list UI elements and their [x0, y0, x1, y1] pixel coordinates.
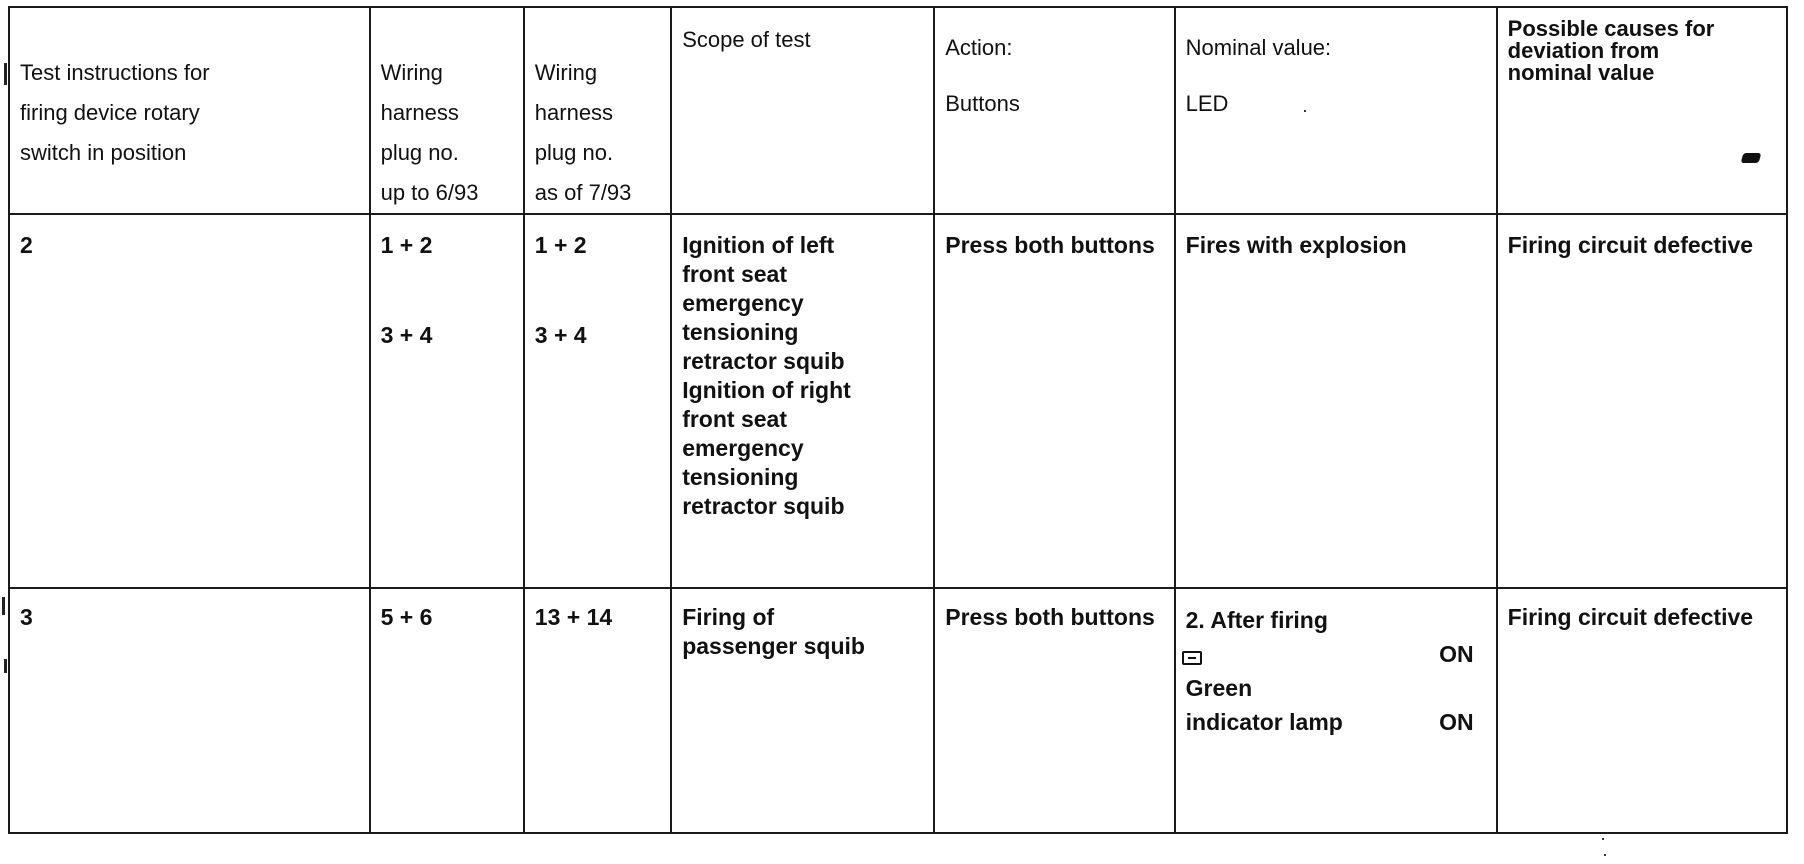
- nominal-cell: Fires with explosion: [1175, 214, 1497, 588]
- table-row: [9, 588, 1787, 833]
- header-test-instructions: Test instructions for firing device rotary switch in position: [9, 7, 370, 214]
- test-table-sheet: [8, 6, 1788, 834]
- table-header-row: [9, 7, 1787, 214]
- cause-cell: Firing circuit defective: [1497, 588, 1787, 833]
- scan-speck: [1304, 110, 1306, 112]
- plug-old-cell: 5 + 6: [370, 588, 524, 833]
- scan-mark: [4, 63, 7, 85]
- warning-lamp-status: ON: [1186, 637, 1496, 671]
- plug-new-cell: 13 + 14: [524, 588, 671, 833]
- green-lamp-status: indicator lamp ON: [1185, 709, 1474, 735]
- battery-warning-icon: [1182, 651, 1202, 665]
- scope-cell: Firing of passenger squib: [671, 588, 934, 833]
- scan-mark: [4, 659, 7, 673]
- firing-test-table: [8, 6, 1788, 834]
- header-wiring-old: Wiring harness plug no. up to 6/93: [370, 7, 524, 214]
- plug-old-cell: 1 + 2 3 + 4: [370, 214, 524, 588]
- position-cell: 3: [9, 588, 370, 833]
- scan-speck: [1602, 838, 1604, 840]
- header-causes: Possible causes for deviation from nominal value: [1497, 7, 1787, 214]
- action-cell: Press both buttons: [934, 588, 1174, 833]
- header-nominal: Nominal value: LED: [1175, 7, 1497, 214]
- ink-blot: [1741, 153, 1762, 163]
- action-cell: Press both buttons: [934, 214, 1174, 588]
- table-row: [9, 214, 1787, 588]
- cause-cell: Firing circuit defective: [1497, 214, 1787, 588]
- scan-mark: [2, 597, 5, 615]
- nominal-cell: 2. After firing ON Green indicator lamp ON: [1175, 588, 1497, 833]
- header-wiring-new: Wiring harness plug no. as of 7/93: [524, 7, 671, 214]
- plug-new-cell: 1 + 2 3 + 4: [524, 214, 671, 588]
- header-action: Action: Buttons: [934, 7, 1174, 214]
- position-cell: 2: [9, 214, 370, 588]
- scope-cell: Ignition of left front seat emergency tensioning retractor squib Ignition of right front seat emergency tensioning retractor squib: [671, 214, 934, 588]
- scan-speck: [1604, 854, 1606, 856]
- header-scope: Scope of test: [671, 7, 934, 214]
